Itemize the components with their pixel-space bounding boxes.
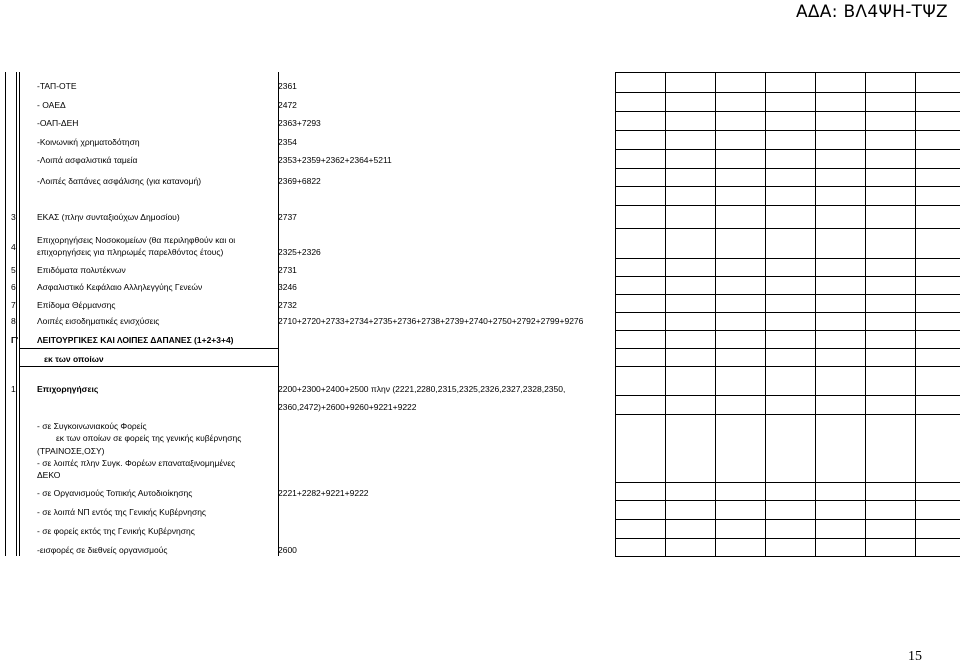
grid-line [715,72,716,556]
grid-row-line [615,395,960,396]
grid-row-line [615,186,960,187]
grid-line [278,72,279,556]
grid-row-line [615,366,960,367]
row-label: - σε λοιπά ΝΠ εντός της Γενικής Κυβέρνησης [37,507,207,517]
grid-row-line [615,130,960,131]
row-label: επιχορηγήσεις για πληρωμές παρελθόντος έτους) [37,247,224,257]
row-code: 2353+2359+2362+2364+5211 [278,155,392,165]
row-label: -ΟΑΠ-ΔΕΗ [37,118,79,128]
row-label: Λοιπές εισοδηματικές ενισχύσεις [37,316,160,326]
row-code: 2600 [278,545,297,555]
grid-line [815,72,816,556]
grid-line [865,72,866,556]
row-label: Επιδόματα πολυτέκνων [37,265,126,275]
grid-row-line [615,205,960,206]
row-label: - σε φορείς εκτός της Γενικής Κυβέρνησης [37,526,195,536]
row-number: 6 [11,282,16,292]
grid-row-line [615,519,960,520]
row-label: -ΤΑΠ-ΟΤΕ [37,81,77,91]
row-code: 2732 [278,300,297,310]
row-code: 2710+2720+2733+2734+2735+2736+2738+2739+2740+2750+2792+2799+9276 [278,316,584,326]
grid-row-line [615,556,960,557]
row-label: - ΟΑΕΔ [37,100,66,110]
grid-line [765,72,766,556]
grid-row-line [615,276,960,277]
grid-row-line [615,92,960,93]
row-number: 4 [11,242,16,252]
section-line [20,366,278,367]
grid-row-line [615,482,960,483]
row-code: 2361 [278,81,297,91]
row-label: - σε Οργανισμούς Τοπικής Αυτοδιοίκησης [37,488,193,498]
row-label: -Λοιπές δαπάνες ασφάλισης (για κατανομή) [37,176,202,186]
row-number: 3 [11,212,16,222]
grid-row-line [615,294,960,295]
row-label: εκ των οποίων [44,354,104,364]
grid-line [915,72,916,556]
document-table [5,72,960,556]
grid-row-line [615,414,960,415]
row-code: 2221+2282+9221+9222 [278,488,369,498]
row-label: Επιχορηγήσεις Νοσοκομείων (θα περιληφθούν και οι [37,235,236,245]
row-label: -εισφορές σε διεθνείς οργανισμούς [37,545,168,555]
row-number: 1 [11,384,16,394]
grid-line [615,72,616,556]
row-code: 2354 [278,137,297,147]
row-label: Επίδομα Θέρμανσης [37,300,116,310]
grid-row-line [615,228,960,229]
row-label: ΕΚΑΣ (πλην συνταξιούχων Δημοσίου) [37,212,180,222]
grid-row-line [615,330,960,331]
grid-row-line [615,500,960,501]
row-label: (ΤΡΑΙΝΟΣΕ,ΟΣΥ) [37,446,105,456]
left-separator [16,72,20,556]
row-label: -Κοινωνική χρηματοδότηση [37,137,140,147]
row-label: -Λοιπά ασφαλιστικά ταμεία [37,155,138,165]
row-code: 2325+2326 [278,247,321,257]
grid-row-line [615,348,960,349]
row-label: - σε Συγκοινωνιακούς Φορείς [37,421,147,431]
row-label: ΛΕΙΤΟΥΡΓΙΚΕΣ ΚΑΙ ΛΟΙΠΕΣ ΔΑΠΑΝΕΣ (1+2+3+4) [37,335,234,345]
grid-row-line [615,111,960,112]
row-code: 2472 [278,100,297,110]
grid-row-line [615,149,960,150]
section-line [20,348,278,349]
row-code: 2360,2472)+2600+9260+9221+9222 [278,402,417,412]
row-number: 8 [11,316,16,326]
row-number: 5 [11,265,16,275]
row-number: 7 [11,300,16,310]
grid-row-line [615,72,960,73]
row-label: Ασφαλιστικό Κεφάλαιο Αλληλεγγύης Γενεών [37,282,203,292]
ada-code: ΑΔΑ: ΒΛ4ΨΗ-ΤΨΖ [795,2,948,22]
row-code: 3246 [278,282,297,292]
grid-row-line [615,168,960,169]
row-label: - σε λοιπές πλην Συγκ. Φορέων επαναταξινομημένες [37,458,236,468]
grid-row-line [615,538,960,539]
row-code: 2200+2300+2400+2500 πλην (2221,2280,2315,2325,2326,2327,2328,2350, [278,384,566,394]
row-label: ΔΕΚΟ [37,470,61,480]
grid-row-line [615,312,960,313]
row-number: Γ' [11,335,19,345]
row-code: 2369+6822 [278,176,321,186]
grid-line [665,72,666,556]
row-code: 2731 [278,265,297,275]
row-code: 2737 [278,212,297,222]
page-number: 15 [908,649,922,664]
row-label: εκ των οποίων σε φορείς της γενικής κυβέρνησης [56,433,242,443]
row-label: Επιχορηγήσεις [37,384,99,394]
row-code: 2363+7293 [278,118,321,128]
grid-row-line [615,258,960,259]
